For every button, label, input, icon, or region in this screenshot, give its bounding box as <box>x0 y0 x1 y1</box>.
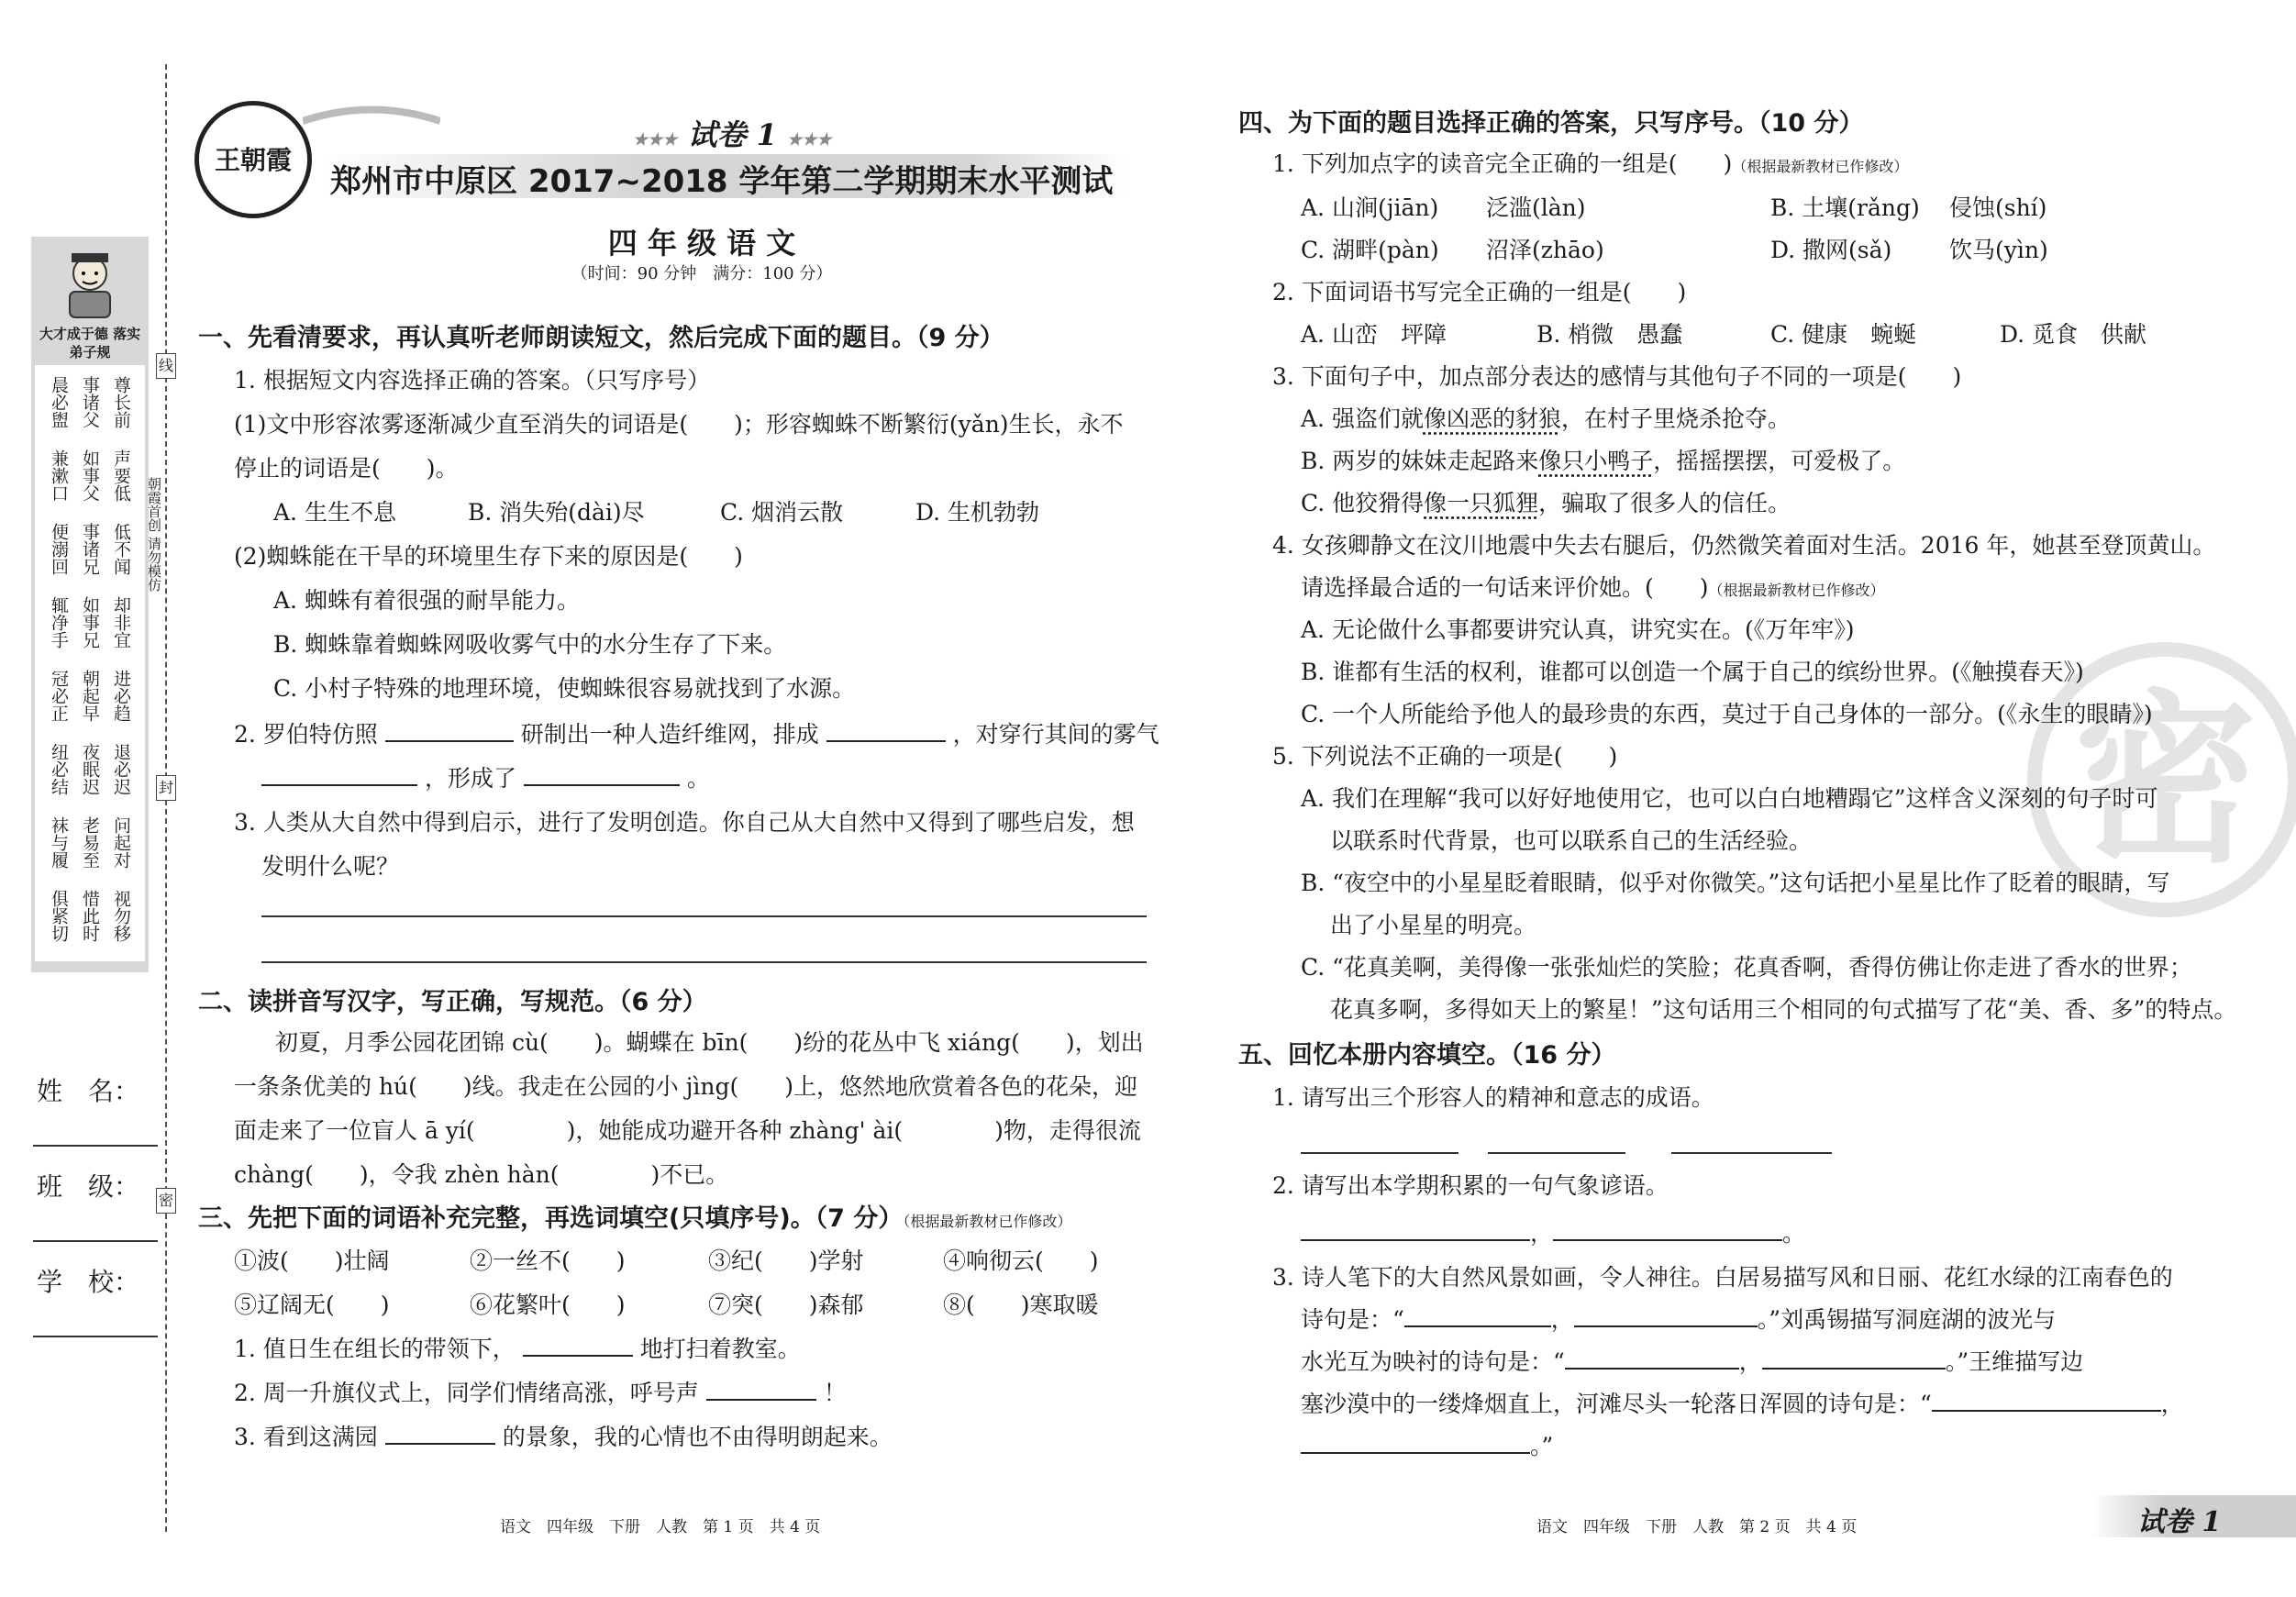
brand-logo <box>194 101 312 218</box>
s5-q1-blank-2[interactable] <box>1488 1152 1625 1154</box>
s4-q1-opt-d2: 饮马(yìn) <box>1949 237 2048 263</box>
s1-q1-opt-d: D. 生机勃勃 <box>915 499 1040 526</box>
s5-q2-sep: ， <box>1530 1220 1554 1247</box>
s3-q2-a: 2. 周一升旗仪式上，同学们情绪高涨，呼号声 <box>234 1380 699 1406</box>
s4-q1-opt-b2: 侵蚀(shí) <box>1949 194 2047 221</box>
name-field[interactable] <box>33 1145 158 1147</box>
s4-q4-line2 <box>1301 567 1885 612</box>
s4-q3-c-post: ，骗取了很多人的信任。 <box>1538 490 1791 516</box>
sidebar-verse: 低不闻 <box>111 523 131 575</box>
s5-q2: 2. 请写出本学期积累的一句气象谚语。 <box>1272 1172 1669 1199</box>
ribbon-decoration <box>303 103 440 130</box>
s4-q1-opt-a2: 泛滥(làn) <box>1486 194 1586 221</box>
s4-q1-note: （根据最新教材已作修改） <box>1732 158 1909 175</box>
s3-q2 <box>234 1372 847 1414</box>
s3-q3-blank[interactable] <box>385 1419 495 1445</box>
s4-q1-opt-c2: 沼泽(zhāo) <box>1486 237 1604 263</box>
sidebar-verse: 事诸父 <box>80 376 100 428</box>
s5-q3-line-2 <box>1301 1299 2056 1341</box>
s2-line-1: 初夏，月季公园花团锦 cù( )。蝴蝶在 bīn( )纷的花丛中飞 xiáng( )，划出 <box>275 1029 1144 1056</box>
s1-q2-blank-2[interactable] <box>826 716 946 742</box>
s3-q1-a: 1. 值日生在组长的带领下， <box>234 1336 516 1362</box>
s3-q1 <box>234 1328 801 1370</box>
s5-q3-line-3 <box>1301 1341 2083 1383</box>
s4-q3-opt-b <box>1301 440 1905 482</box>
s1-q1-opt-a: A. 生生不息 <box>273 499 396 526</box>
s1-q2-b: 研制出一种人造纤维网，排成 <box>520 721 819 748</box>
s4-q5-line-2: 以联系时代背景，也可以联系自己的生活经验。 <box>1330 827 1813 854</box>
s3-q1-b: 地打扫着教室。 <box>639 1336 801 1362</box>
corner-tab-label: 试卷 1 <box>2137 1506 2222 1538</box>
paper-series: ★★★ 试卷 1 ★★★ <box>633 117 832 152</box>
s4-q5-line-3: B. “夜空中的小星星眨着眼睛，似乎对你微笑。”这句话把小星星比作了眨着的眼睛，写 <box>1301 870 2170 896</box>
s4-q3-a-pre: A. 强盗们就 <box>1301 405 1424 432</box>
s5-q3-blank-5[interactable] <box>1932 1386 2161 1412</box>
s3-word-5: ⑤辽阔无( ) <box>234 1292 390 1318</box>
s4-q4-opt-b: B. 谁都有生活的权利，谁都可以创造一个属于自己的缤纷世界。(《触摸春天》) <box>1301 659 2084 685</box>
s3-word-7: ⑦突( )森郁 <box>708 1292 864 1318</box>
exam-meta: （时间：90 分钟 满分：100 分） <box>571 264 833 283</box>
boy-illustration <box>55 248 125 321</box>
section-3-title-text: 三、先把下面的词语补充完整，再选词填空(只填序号)。（7 分） <box>198 1204 904 1233</box>
paper-series-label: 试卷 <box>687 117 747 152</box>
right-footer: 语文 四年级 下册 人教 第 2 页 共 4 页 <box>1536 1518 1858 1536</box>
section-3-title <box>198 1198 1071 1234</box>
s1-q2-c: ，对穿行其间的雾气 <box>952 721 1159 748</box>
s4-q2-opt-a: A. 山峦 坪障 <box>1301 321 1447 348</box>
paper-series-num: 1 <box>756 117 777 152</box>
s4-q4-opt-c: C. 一个人所能给予他人的最珍贵的东西，莫过于自己身体的一部分。(《永生的眼睛》) <box>1301 701 2153 727</box>
class-field[interactable] <box>33 1240 158 1242</box>
sidebar-verse: 退必迟 <box>111 743 131 795</box>
s1-q2-blank-3[interactable] <box>261 760 417 786</box>
s1-q2-a: 2. 罗伯特仿照 <box>234 721 378 748</box>
s2-line-4: chàng( )，令我 zhèn hàn( )不已。 <box>234 1161 729 1188</box>
school-field[interactable] <box>33 1336 158 1337</box>
section-3-note: （根据最新教材已作修改） <box>903 1213 1072 1230</box>
s5-q3-l3b: ， <box>1738 1348 1762 1375</box>
s3-q3-b: 的景象，我的心情也不由得明朗起来。 <box>502 1424 893 1450</box>
s4-q3-a-post: ，在村子里烧杀抢夺。 <box>1560 405 1791 432</box>
sidebar-motto: 大才成于德 落实弟子规 <box>39 326 141 360</box>
sidebar-verse: 便溺回 <box>49 523 69 575</box>
s1-q1-2-opt-b: B. 蜘蛛靠着蜘蛛网吸收雾气中的水分生存了下来。 <box>273 631 787 658</box>
sidebar-verse: 如事父 <box>80 449 100 502</box>
sidebar-verse: 袜与履 <box>49 816 69 869</box>
s5-q3-blank-1[interactable] <box>1404 1302 1551 1327</box>
s5-q3-blank-2[interactable] <box>1574 1302 1758 1327</box>
s3-word-4: ④响彻云( ) <box>943 1248 1099 1274</box>
s5-q3-l2c: 。”刘禹锡描写洞庭湖的波光与 <box>1757 1306 2057 1333</box>
sidebar-verse: 兼漱口 <box>49 449 69 502</box>
brand-logo-text: 王朝霞 <box>214 145 292 175</box>
s4-q3-c-pre: C. 他狡猾得 <box>1301 490 1425 516</box>
s1-q1-1-line2: 停止的词语是( )。 <box>234 455 459 482</box>
sidebar-verse: 晨必盥 <box>49 376 69 428</box>
s1-q1: 1. 根据短文内容选择正确的答案。（只写序号） <box>234 367 711 394</box>
section-4-title: 四、为下面的题目选择正确的答案，只写序号。（10 分） <box>1238 109 1864 138</box>
s5-q2-end: 。 <box>1782 1220 1806 1247</box>
s5-q3-l5: 。” <box>1530 1433 1554 1459</box>
s5-q3-l2b: ， <box>1550 1306 1574 1333</box>
section-5-title: 五、回忆本册内容填空。（16 分） <box>1238 1041 1616 1070</box>
s3-q1-blank[interactable] <box>523 1331 633 1357</box>
s4-q1-opt-a1: A. 山涧(jiān) <box>1301 194 1439 221</box>
s4-q2-opt-c: C. 健康 蜿蜒 <box>1770 321 1917 348</box>
s4-q5-line-1: A. 我们在理解“我可以好好地使用它，也可以白白地糟蹋它”这样含义深刻的句子时可 <box>1301 785 2158 812</box>
sidebar-verse: 辄净手 <box>49 596 69 649</box>
s5-q3-blank-6[interactable] <box>1301 1428 1530 1454</box>
s1-q3-answer-line-2[interactable] <box>261 961 1147 963</box>
s1-q2-line2 <box>261 758 710 800</box>
s4-q2-opt-d: D. 觅食 供献 <box>2000 321 2147 348</box>
s3-word-3: ③纪( )学射 <box>708 1248 864 1274</box>
s1-q1-2-opt-c: C. 小村子特殊的地理环境，使蜘蛛很容易就找到了水源。 <box>273 675 856 702</box>
watermark-text: 密 <box>2073 672 2257 888</box>
s5-q1-blank-1[interactable] <box>1301 1152 1459 1154</box>
sidebar-verse: 老易至 <box>80 816 100 869</box>
s1-q2-blank-4[interactable] <box>524 760 680 786</box>
fold-mark-2: 封 <box>156 775 176 801</box>
sidebar-box <box>31 237 149 972</box>
sidebar-verse: 问起对 <box>111 816 131 869</box>
s5-q3-line-4 <box>1301 1383 2184 1425</box>
s4-q1-text: 1. 下列加点字的读音完全正确的一组是( ) <box>1272 150 1733 177</box>
s4-q4-line1: 4. 女孩卿静文在汶川地震中失去右腿后，仍然微笑着面对生活。2016 年，她甚至登顶黄山。 <box>1272 532 2216 559</box>
s5-q2-blank-1[interactable] <box>1301 1215 1530 1241</box>
s4-q1-opt-c1: C. 湖畔(pàn) <box>1301 237 1439 263</box>
s4-q2: 2. 下面词语书写完全正确的一组是( ) <box>1272 279 1687 305</box>
s4-q4-line2-text: 请选择最合适的一句话来评价她。( ) <box>1301 574 1709 601</box>
sidebar-verse-panel <box>35 365 145 961</box>
s5-q3-line-5 <box>1301 1425 1553 1468</box>
sidebar-verse: 惜此时 <box>80 890 100 942</box>
sidebar-verse: 如事兄 <box>80 596 100 649</box>
s4-q2-opt-b: B. 梢微 愚蠢 <box>1536 321 1683 348</box>
s4-q3-b-dotted: 像只小鸭子 <box>1538 448 1654 474</box>
s4-q3-b-pre: B. 两岁的妹妹走起路来 <box>1301 448 1539 474</box>
s1-q3-line1: 3. 人类从大自然中得到启示，进行了发明创造。你自己从大自然中又得到了哪些启发，想 <box>234 809 1135 836</box>
s3-word-8: ⑧( )寒取暖 <box>943 1292 1099 1318</box>
sidebar-verse: 俱紧切 <box>49 890 69 942</box>
s3-word-6: ⑥花繁叶( ) <box>470 1292 626 1318</box>
s1-q3-line2: 发明什么呢？ <box>261 853 400 880</box>
section-2-title: 二、读拼音写汉字，写正确，写规范。（6 分） <box>198 988 707 1016</box>
subject-title: 四 年 级 语 文 <box>607 226 796 261</box>
s4-q5-line-6: 花真多啊，多得如天上的繁星！”这句话用三个相同的句式描写了花“美、香、多”的特点。 <box>1330 996 2237 1023</box>
s1-q1-1-line1: (1)文中形容浓雾逐渐减少直至消失的词语是( )；形容蜘蛛不断繁衍(yǎn)生长，永不 <box>234 411 1124 438</box>
s4-q3-opt-a <box>1301 398 1791 440</box>
s3-q2-b: ！ <box>823 1380 847 1406</box>
s5-q3-blank-3[interactable] <box>1565 1344 1739 1370</box>
sidebar-verse: 纽必结 <box>49 743 69 795</box>
school-label: 学 校： <box>37 1267 140 1297</box>
s1-q2-e: 。 <box>686 765 710 792</box>
s2-line-2: 一条条优美的 hú( )线。我走在公园的小 jìng( )上，悠然地欣赏着各色的花朵，迎 <box>234 1073 1137 1100</box>
s4-q1-opt-b1: B. 土壤(rǎng) <box>1770 194 1920 221</box>
s4-q4-opt-a: A. 无论做什么事都要讲究认真，讲究实在。(《万年牢》) <box>1301 616 1855 643</box>
fold-mark-3: 密 <box>156 1188 176 1214</box>
s5-q1: 1. 请写出三个形容人的精神和意志的成语。 <box>1272 1084 1714 1111</box>
sidebar-verse: 夜眠迟 <box>80 743 100 795</box>
left-footer: 语文 四年级 下册 人教 第 1 页 共 4 页 <box>500 1518 821 1536</box>
corner-tab <box>2091 1495 2296 1537</box>
s1-q1-2-opt-a: A. 蜘蛛有着很强的耐旱能力。 <box>273 587 580 614</box>
sidebar-verse: 事诸兄 <box>80 523 100 575</box>
sidebar-verse: 冠必正 <box>49 670 69 722</box>
s4-q3: 3. 下面句子中，加点部分表达的感情与其他句子不同的一项是( ) <box>1272 363 1962 390</box>
s1-q1-opt-c: C. 烟消云散 <box>720 499 844 526</box>
sidebar-verse: 视勿移 <box>111 890 131 942</box>
copyright-note: 朝霞首创 请勿模仿 <box>146 477 162 592</box>
s5-q3-l4b: ， <box>2160 1391 2184 1417</box>
s5-q2-blank-2[interactable] <box>1553 1215 1782 1241</box>
s4-q4-note: （根据最新教材已作修改） <box>1708 582 1885 599</box>
s4-q1-opt-d1: D. 撒网(sǎ) <box>1770 237 1892 263</box>
s5-q2-answer <box>1301 1213 1805 1255</box>
s4-q1 <box>1272 143 1908 188</box>
s5-q3-line-1: 3. 诗人笔下的大自然风景如画，令人神往。白居易描写风和日丽、花红水绿的江南春色的 <box>1272 1264 2173 1291</box>
class-label: 班 级： <box>37 1171 140 1202</box>
sidebar-verse: 却非宜 <box>111 596 131 649</box>
s1-q1-opt-b: B. 消失殆(dài)尽 <box>468 499 645 526</box>
s5-q3-blank-4[interactable] <box>1762 1344 1946 1370</box>
sidebar-verse: 进必趋 <box>111 670 131 722</box>
s3-word-2: ②一丝不( ) <box>470 1248 626 1274</box>
s4-q5: 5. 下列说法不正确的一项是( ) <box>1272 743 1618 770</box>
s1-q2-d: ，形成了 <box>424 765 516 792</box>
s5-q3-l3c: 。”王维描写边 <box>1945 1348 2084 1375</box>
sidebar-verse-columns <box>40 372 141 959</box>
s1-q2-blank-1[interactable] <box>385 716 514 742</box>
fold-mark-1: 线 <box>156 353 176 379</box>
name-label: 姓 名： <box>37 1076 140 1106</box>
s5-q3-l2a: 诗句是：“ <box>1301 1306 1404 1333</box>
s4-q3-b-post: ，摇摇摆摆，可爱极了。 <box>1653 448 1906 474</box>
s4-q3-c-dotted: 像一只狐狸 <box>1424 490 1539 516</box>
s4-q5-line-5: C. “花真美啊，美得像一张张灿烂的笑脸；花真香啊，香得仿佛让你走进了香水的世界； <box>1301 954 2192 981</box>
s5-q3-l4a: 塞沙漠中的一缕烽烟直上，河滩尽头一轮落日浑圆的诗句是：“ <box>1301 1391 1932 1417</box>
s1-q2-line1 <box>234 714 1159 756</box>
sidebar-verse: 朝起早 <box>80 670 100 722</box>
exam-title: 郑州市中原区 2017~2018 学年第二学期期末水平测试 <box>330 163 1114 200</box>
s1-q3-answer-line-1[interactable] <box>261 915 1147 917</box>
s3-word-1: ①波( )壮阔 <box>234 1248 390 1274</box>
s3-q3 <box>234 1416 893 1458</box>
s4-q5-line-4: 出了小星星的明亮。 <box>1330 912 1537 938</box>
s4-q3-a-dotted: 像凶恶的豺狼 <box>1423 405 1561 432</box>
s5-q3-l3a: 水光互为映衬的诗句是：“ <box>1301 1348 1565 1375</box>
s3-q2-blank[interactable] <box>706 1375 816 1401</box>
s3-q3-a: 3. 看到这满园 <box>234 1424 378 1450</box>
section-1-title: 一、先看清要求，再认真听老师朗读短文，然后完成下面的题目。（9 分） <box>198 324 1004 352</box>
s2-line-3: 面走来了一位盲人 ā yí( )，她能成功避开各种 zhàng' ài( )物，走得很流 <box>234 1117 1141 1144</box>
s1-q1-2: (2)蜘蛛能在干旱的环境里生存下来的原因是( ) <box>234 543 743 570</box>
sidebar-verse: 声要低 <box>111 449 131 502</box>
sidebar-verse: 尊长前 <box>111 376 131 428</box>
s5-q1-blank-3[interactable] <box>1671 1152 1832 1154</box>
s4-q3-opt-c <box>1301 482 1791 525</box>
